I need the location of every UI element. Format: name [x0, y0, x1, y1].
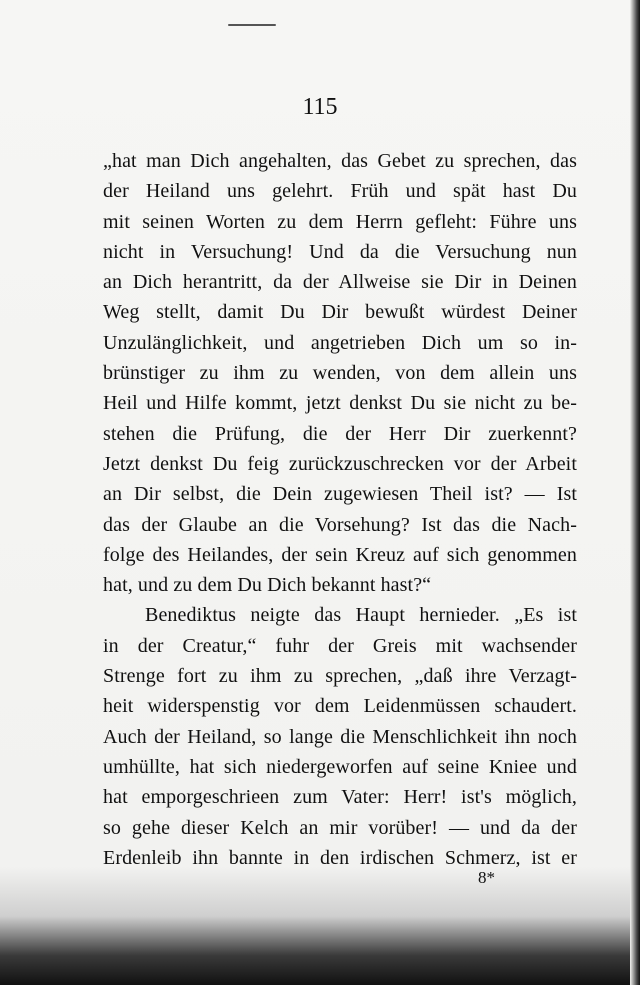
- text-line: so gehe dieser Kelch an mir vorüber! — und da der: [103, 816, 577, 839]
- top-rule-mark: [228, 24, 276, 26]
- text-line: hat, und zu dem Du Dich bekannt hast?“: [103, 574, 432, 597]
- text-line: „hat man Dich angehalten, das Gebet zu sprechen, das: [103, 150, 577, 172]
- signature-mark: 8*: [478, 868, 495, 887]
- paragraph-start-line: Benediktus neigte das Haupt hernieder. „Es ist: [145, 604, 577, 627]
- text-line: mit seinen Worten zu dem Herrn gefleht: Führe uns: [103, 210, 577, 233]
- text-line: Auch der Heiland, so lange die Menschlichkeit ihn noch: [103, 725, 577, 748]
- text-line: umhüllte, hat sich niedergeworfen auf seine Kniee und: [103, 755, 577, 778]
- page-edge-shadow: [630, 0, 640, 985]
- text-line: stehen die Prüfung, die der Herr Dir zuerkennt?: [103, 422, 577, 445]
- text-line: Heil und Hilfe kommt, jetzt denkst Du sie nicht zu be-: [103, 392, 577, 415]
- text-line: folge des Heilandes, der sein Kreuz auf sich genommen: [103, 543, 577, 566]
- text-line: Jetzt denkst Du feig zurückzuschrecken vor der Arbeit: [103, 452, 577, 475]
- text-line: hat emporgeschrieen zum Vater: Herr! ist's möglich,: [103, 786, 577, 809]
- text-line: an Dir selbst, die Dein zugewiesen Theil ist? — Ist: [103, 483, 577, 506]
- text-line: brünstiger zu ihm zu wenden, von dem allein uns: [103, 362, 577, 385]
- text-line: Unzulänglichkeit, und angetrieben Dich um so in-: [103, 331, 577, 354]
- body-text: [103, 146, 577, 873]
- text-line: Strenge fort zu ihm zu sprechen, „daß ihre Verzagt-: [103, 665, 577, 688]
- text-line: heit widerspenstig vor dem Leidenmüssen schaudert.: [103, 695, 577, 718]
- text-line: das der Glaube an die Vorsehung? Ist das die Nach-: [103, 513, 577, 536]
- text-line: der Heiland uns gelehrt. Früh und spät hast Du: [103, 180, 577, 203]
- text-line: nicht in Versuchung! Und da die Versuchung nun: [103, 240, 577, 263]
- text-line: in der Creatur,“ fuhr der Greis mit wachsender: [103, 634, 577, 657]
- page-number: 115: [302, 94, 338, 120]
- text-line: Erdenleib ihn bannte in den irdischen Schmerz, ist er: [103, 846, 577, 869]
- text-line: an Dich herantritt, da der Allweise sie Dir in Deinen: [103, 271, 577, 294]
- text-line: Weg stellt, damit Du Dir bewußt würdest Deiner: [103, 301, 577, 324]
